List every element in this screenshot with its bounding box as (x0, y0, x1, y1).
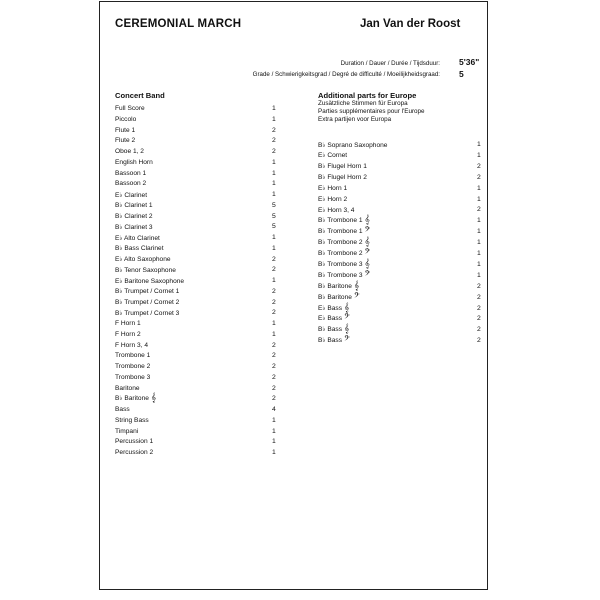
part-quantity: 1 (477, 271, 481, 279)
clef-icon: 𝄢 (353, 291, 360, 302)
part-name-text: E♭ Bass (318, 304, 342, 312)
part-name (318, 206, 354, 214)
part-name-text: E♭ Baritone Saxophone (115, 277, 185, 285)
part-quantity: 2 (477, 315, 481, 323)
part-name-text: E♭ Cornet (318, 152, 348, 160)
part-name-text: Percussion 1 (115, 438, 154, 446)
part-name-text: B♭ Tenor Saxophone (115, 266, 176, 274)
part-name-text: Bassoon 1 (115, 169, 147, 177)
clef-icon: 𝄢 (344, 313, 350, 324)
part-name (115, 385, 140, 392)
part-quantity: 2 (477, 326, 481, 334)
part-name (115, 159, 153, 166)
part-quantity: 2 (272, 126, 276, 134)
part-name (318, 227, 370, 236)
part-quantity: 2 (477, 304, 481, 312)
part-name-text: B♭ Trombone 2 (318, 250, 363, 257)
part-quantity: 1 (477, 228, 481, 236)
piece-title: CEREMONIAL MARCH (115, 18, 242, 30)
part-name (318, 195, 347, 203)
part-name (115, 201, 153, 209)
part-name (115, 417, 149, 424)
part-quantity: 1 (477, 250, 481, 257)
part-quantity: 5 (272, 223, 276, 231)
part-name (115, 309, 179, 317)
part-name-text: B♭ Baritone (115, 395, 149, 403)
part-name (318, 304, 349, 313)
part-quantity: 1 (272, 169, 276, 177)
part-name (115, 148, 144, 155)
clef-icon: 𝄞 (364, 215, 370, 226)
part-name (318, 184, 347, 192)
part-name-text: Bass (115, 406, 130, 413)
part-quantity: 2 (272, 287, 276, 295)
part-quantity: 2 (272, 298, 276, 306)
part-name (115, 320, 141, 327)
part-name (115, 394, 156, 403)
part-quantity: 2 (272, 384, 276, 392)
part-quantity: 2 (477, 162, 481, 170)
part-quantity: 2 (477, 282, 481, 290)
part-name (115, 374, 150, 381)
part-name-text: B♭ Bass Clarinet (115, 245, 164, 253)
part-name (115, 428, 138, 435)
part-name-text: B♭ Trombone 2 (318, 239, 363, 247)
part-name-text: E♭ Horn 3, 4 (318, 206, 355, 214)
part-name-text: B♭ Trumpet / Cornet 3 (115, 309, 180, 317)
part-name-text: E♭ Bass (318, 315, 342, 323)
part-name (115, 287, 179, 295)
part-name-text: B♭ Flugel Horn 1 (318, 163, 367, 171)
part-name-text: B♭ Baritone (318, 293, 352, 301)
part-quantity: 1 (272, 105, 276, 112)
part-quantity: 1 (272, 244, 276, 252)
part-name (318, 151, 347, 159)
part-name (115, 438, 153, 445)
part-quantity: 1 (272, 115, 276, 123)
part-quantity: 1 (272, 277, 276, 284)
part-quantity: 1 (477, 260, 481, 268)
composer-name: Jan Van der Roost (360, 18, 461, 30)
part-quantity: 1 (477, 184, 481, 192)
part-name-text: Trombone 3 (115, 373, 151, 381)
part-name-text: B♭ Trumpet / Cornet 1 (115, 288, 180, 296)
clef-icon: 𝄢 (364, 226, 371, 237)
part-name-text: Full Score (115, 105, 145, 112)
part-name (115, 105, 145, 112)
clef-icon: 𝄞 (364, 258, 370, 269)
part-name-text: Oboe 1, 2 (115, 148, 144, 155)
clef-icon: 𝄢 (364, 269, 371, 280)
europe-subheading-de: Zusätzliche Stimmen für Europa (318, 100, 408, 107)
clef-icon: 𝄢 (364, 248, 371, 258)
grade-value: 5 (459, 69, 464, 79)
clef-icon: 𝄞 (150, 393, 157, 404)
part-quantity: 2 (272, 309, 276, 317)
part-name-text: Baritone (115, 384, 140, 392)
part-quantity: 1 (272, 438, 276, 446)
part-name (115, 223, 153, 231)
part-name (115, 180, 146, 187)
part-name (318, 314, 350, 323)
clef-icon: 𝄢 (344, 335, 350, 346)
clef-icon: 𝄞 (344, 302, 350, 313)
part-name-text: Trombone 2 (115, 363, 151, 370)
clef-icon: 𝄞 (353, 280, 360, 291)
clef-icon: 𝄞 (344, 324, 350, 335)
part-name-text: B♭ Clarinet 1 (115, 202, 153, 210)
part-name (115, 277, 184, 285)
part-name-text: F Horn 3, 4 (115, 341, 148, 349)
part-name (115, 331, 141, 338)
part-quantity: 1 (477, 151, 481, 159)
part-quantity: 1 (272, 330, 276, 338)
part-name (115, 298, 179, 306)
part-name (115, 212, 153, 220)
clef-icon: 𝄞 (364, 237, 370, 248)
part-name (318, 238, 370, 247)
part-name (115, 116, 136, 123)
part-name (318, 336, 350, 345)
part-quantity: 2 (477, 206, 481, 214)
part-name-text: E♭ Horn 1 (318, 185, 348, 193)
part-name-text: E♭ Horn 2 (318, 196, 348, 203)
part-quantity: 1 (477, 141, 481, 148)
part-name-text: B♭ Baritone (318, 282, 352, 290)
part-name (318, 282, 359, 291)
part-quantity: 1 (477, 239, 481, 247)
part-name (318, 260, 370, 269)
part-name-text: Flute 1 (115, 126, 136, 134)
part-name (115, 255, 171, 263)
part-quantity: 1 (477, 217, 481, 225)
part-quantity: 1 (477, 195, 481, 203)
part-name (318, 162, 367, 170)
part-name (115, 363, 150, 370)
part-name-text: Trombone 1 (115, 352, 151, 360)
part-name-text: String Bass (115, 416, 149, 424)
part-name-text: Percussion 2 (115, 449, 154, 456)
part-name (115, 406, 130, 413)
part-name-text: B♭ Trumpet / Cornet 2 (115, 299, 180, 306)
part-name (115, 127, 135, 134)
part-name (115, 266, 176, 274)
part-name-text: B♭ Bass (318, 337, 342, 345)
part-name-text: B♭ Clarinet 3 (115, 223, 153, 231)
part-name (115, 449, 153, 456)
part-name (318, 293, 360, 302)
part-name-text: Flute 2 (115, 137, 136, 145)
part-quantity: 1 (272, 416, 276, 424)
grade-label: Grade / Schwierigkeitsgrad / Degré de difficulté / Moeilijkheidsgraad: (252, 71, 440, 78)
part-name-text: E♭ Alto Saxophone (115, 256, 171, 263)
part-name (115, 170, 146, 177)
part-name-text: B♭ Clarinet 2 (115, 213, 153, 220)
part-quantity: 1 (272, 180, 276, 188)
part-quantity: 2 (272, 373, 276, 381)
europe-heading: Additional parts for Europe (318, 91, 417, 100)
part-quantity: 2 (272, 352, 276, 360)
europe-subheading-fr: Parties supplémentaires pour l'Europe (318, 108, 425, 115)
part-name (318, 271, 370, 280)
duration-value: 5'36" (459, 57, 480, 67)
part-name (318, 249, 370, 258)
instrumentation-page (99, 1, 488, 590)
part-quantity: 2 (272, 148, 276, 155)
part-name (318, 325, 349, 334)
part-name (115, 342, 148, 349)
part-name (115, 234, 160, 242)
part-name-text: English Horn (115, 158, 153, 166)
part-quantity: 2 (477, 293, 481, 301)
part-name-text: F Horn 2 (115, 330, 141, 338)
europe-subheading-nl: Extra partijen voor Europa (318, 116, 392, 123)
part-quantity: 2 (272, 363, 276, 370)
part-name-text: B♭ Bass (318, 326, 342, 334)
part-name-text: B♭ Trombone 1 (318, 217, 363, 225)
part-name-text: B♭ Trombone 3 (318, 260, 363, 268)
part-name-text: B♭ Flugel Horn 2 (318, 174, 367, 182)
part-quantity: 1 (272, 449, 276, 456)
part-quantity: 2 (272, 341, 276, 349)
part-name-text: B♭ Trombone 3 (318, 271, 363, 279)
part-name-text: B♭ Trombone 1 (318, 228, 363, 236)
part-name-text: Timpani (115, 427, 139, 435)
part-quantity: 1 (272, 158, 276, 166)
part-name-text: Piccolo (115, 115, 137, 123)
part-name (318, 141, 387, 149)
part-quantity: 1 (272, 234, 276, 241)
part-name-text: E♭ Clarinet (115, 191, 148, 199)
part-quantity: 2 (272, 255, 276, 263)
part-name-text: B♭ Soprano Saxophone (318, 141, 388, 149)
part-name (115, 244, 164, 252)
part-quantity: 5 (272, 201, 276, 209)
part-quantity: 5 (272, 212, 276, 220)
part-quantity: 2 (272, 395, 276, 403)
part-name-text: E♭ Alto Clarinet (115, 234, 160, 242)
concert-band-heading: Concert Band (115, 91, 165, 100)
part-name (318, 216, 370, 225)
part-quantity: 1 (272, 427, 276, 435)
part-quantity: 1 (272, 191, 276, 198)
part-quantity: 1 (272, 320, 276, 327)
part-quantity: 2 (272, 137, 276, 145)
part-name (115, 191, 147, 199)
duration-label: Duration / Dauer / Durée / Tijdsduur: (340, 60, 440, 67)
part-name (318, 173, 367, 181)
part-quantity: 4 (272, 406, 276, 413)
part-name (115, 352, 150, 359)
part-quantity: 2 (477, 337, 481, 345)
part-quantity: 2 (272, 266, 276, 274)
part-quantity: 2 (477, 173, 481, 181)
part-name (115, 137, 135, 144)
part-name-text: F Horn 1 (115, 320, 141, 327)
part-name-text: Bassoon 2 (115, 180, 147, 188)
